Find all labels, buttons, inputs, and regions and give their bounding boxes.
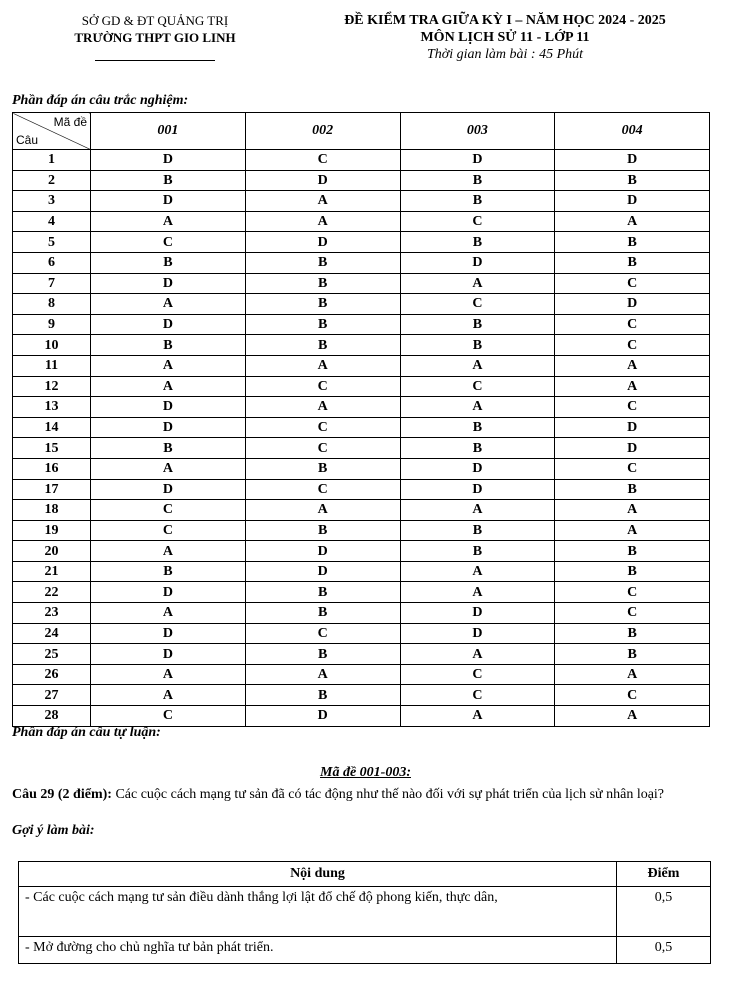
answer-cell: A <box>91 541 246 562</box>
answer-row <box>13 355 710 376</box>
answer-row <box>13 211 710 232</box>
answer-row <box>13 397 710 418</box>
answer-cell: C <box>245 150 400 171</box>
answer-cell: A <box>400 397 555 418</box>
answer-cell: A <box>400 500 555 521</box>
answer-cell: A <box>245 191 400 212</box>
essay-header-row <box>19 862 711 887</box>
answer-cell: C <box>400 211 555 232</box>
answer-cell: A <box>555 706 710 727</box>
corner-code-label: Mã đề <box>53 115 87 129</box>
answer-cell: C <box>91 520 246 541</box>
question-number-cell: 7 <box>13 273 91 294</box>
question-29-text: Các cuộc cách mạng tư sản đã có tác động như thế nào đối với sự phát triển của lịch sử nhân loại? <box>111 787 665 802</box>
answer-cell: D <box>555 191 710 212</box>
code-header: 002 <box>245 113 400 150</box>
question-number-cell: 17 <box>13 479 91 500</box>
answer-cell: A <box>400 644 555 665</box>
essay-content-cell: - Các cuộc cách mạng tư sản điều dành thắng lợi lật đổ chế độ phong kiến, thực dân, <box>19 887 617 937</box>
answer-cell: C <box>555 603 710 624</box>
corner-cell <box>13 113 91 150</box>
answer-row <box>13 500 710 521</box>
answer-cell: B <box>555 170 710 191</box>
question-number-cell: 24 <box>13 623 91 644</box>
answer-cell: D <box>555 417 710 438</box>
answer-cell: B <box>91 170 246 191</box>
hint-title: Gợi ý làm bài: <box>12 823 95 838</box>
points-header: Điểm <box>617 862 711 887</box>
question-number-cell: 2 <box>13 170 91 191</box>
answer-cell: C <box>91 706 246 727</box>
answer-cell: B <box>245 644 400 665</box>
question-number-cell: 23 <box>13 603 91 624</box>
answer-cell: D <box>91 582 246 603</box>
question-number-cell: 18 <box>13 500 91 521</box>
answer-cell: B <box>400 335 555 356</box>
question-number-cell: 5 <box>13 232 91 253</box>
answer-row <box>13 252 710 273</box>
essay-content-cell: - Mở đường cho chủ nghĩa tư bản phát triển. <box>19 937 617 964</box>
question-number-cell: 4 <box>13 211 91 232</box>
question-number-cell: 21 <box>13 561 91 582</box>
answer-row <box>13 520 710 541</box>
answer-cell: C <box>555 273 710 294</box>
answer-row <box>13 479 710 500</box>
answer-cell: B <box>400 232 555 253</box>
answer-cell: C <box>400 294 555 315</box>
mc-table-body <box>13 150 710 727</box>
answer-row <box>13 335 710 356</box>
answer-cell: C <box>555 314 710 335</box>
essay-code-heading: Mã đề 001-003: <box>320 765 411 780</box>
answer-cell: D <box>91 191 246 212</box>
answer-cell: D <box>555 150 710 171</box>
answer-cell: D <box>400 479 555 500</box>
question-number-cell: 20 <box>13 541 91 562</box>
answer-row <box>13 623 710 644</box>
question-number-cell: 12 <box>13 376 91 397</box>
answer-cell: B <box>555 252 710 273</box>
mc-section-title: Phần đáp án câu trắc nghiệm: <box>12 93 189 108</box>
question-number-cell: 6 <box>13 252 91 273</box>
answer-cell: A <box>245 355 400 376</box>
answer-cell: D <box>245 232 400 253</box>
answer-cell: A <box>91 211 246 232</box>
answer-cell: B <box>400 520 555 541</box>
answer-cell: A <box>555 500 710 521</box>
answer-cell: A <box>91 376 246 397</box>
answer-cell: B <box>400 170 555 191</box>
answer-row <box>13 664 710 685</box>
answer-cell: B <box>555 561 710 582</box>
answer-cell: D <box>91 397 246 418</box>
answer-cell: D <box>400 150 555 171</box>
answer-cell: D <box>91 417 246 438</box>
answer-cell: D <box>245 561 400 582</box>
answer-row <box>13 685 710 706</box>
answer-cell: B <box>91 561 246 582</box>
question-number-cell: 25 <box>13 644 91 665</box>
answer-cell: B <box>245 520 400 541</box>
answer-cell: A <box>91 294 246 315</box>
question-number-cell: 26 <box>13 664 91 685</box>
answer-cell: D <box>91 150 246 171</box>
answer-cell: A <box>245 500 400 521</box>
answer-cell: A <box>400 273 555 294</box>
answer-row <box>13 376 710 397</box>
essay-row <box>19 887 711 937</box>
department-name: SỞ GD & ĐT QUẢNG TRỊ <box>81 13 229 28</box>
answer-cell: D <box>91 644 246 665</box>
answer-cell: B <box>91 438 246 459</box>
answer-cell: A <box>245 397 400 418</box>
answer-cell: D <box>245 170 400 191</box>
answer-cell: B <box>555 479 710 500</box>
question-number-cell: 27 <box>13 685 91 706</box>
code-header: 003 <box>400 113 555 150</box>
answer-cell: D <box>400 252 555 273</box>
answer-cell: D <box>91 273 246 294</box>
answer-cell: C <box>400 685 555 706</box>
answer-cell: C <box>245 417 400 438</box>
answer-cell: B <box>91 252 246 273</box>
answer-row <box>13 232 710 253</box>
answer-row <box>13 314 710 335</box>
answer-cell: D <box>555 294 710 315</box>
question-number-cell: 10 <box>13 335 91 356</box>
essay-points-cell: 0,5 <box>617 887 711 937</box>
answer-cell: C <box>91 500 246 521</box>
answer-cell: B <box>245 582 400 603</box>
exam-time: Thời gian làm bài : 45 Phút <box>426 47 584 62</box>
answer-cell: C <box>91 232 246 253</box>
essay-answer-table <box>18 861 711 964</box>
question-number-cell: 15 <box>13 438 91 459</box>
answer-row <box>13 582 710 603</box>
answer-cell: C <box>555 685 710 706</box>
subject-line: MÔN LỊCH SỬ 11 - LỚP 11 <box>420 30 590 45</box>
answer-cell: B <box>245 335 400 356</box>
answer-cell: B <box>555 623 710 644</box>
answer-cell: B <box>245 603 400 624</box>
essay-section-title: Phần đáp án câu tự luận: <box>12 725 161 740</box>
answer-cell: A <box>91 664 246 685</box>
question-number-cell: 28 <box>13 706 91 727</box>
answer-cell: A <box>400 582 555 603</box>
question-number-cell: 16 <box>13 458 91 479</box>
answer-cell: A <box>245 664 400 685</box>
answer-cell: A <box>91 355 246 376</box>
answer-row <box>13 706 710 727</box>
answer-row <box>13 191 710 212</box>
code-header: 004 <box>555 113 710 150</box>
answer-cell: B <box>245 273 400 294</box>
answer-cell: A <box>91 458 246 479</box>
answer-cell: A <box>555 520 710 541</box>
corner-question-label: Câu <box>16 133 39 147</box>
essay-points-cell: 0,5 <box>617 937 711 964</box>
answer-row <box>13 417 710 438</box>
content-header: Nội dung <box>19 862 617 887</box>
question-number-cell: 3 <box>13 191 91 212</box>
answer-row <box>13 273 710 294</box>
answer-cell: B <box>245 685 400 706</box>
answer-cell: D <box>245 706 400 727</box>
essay-row <box>19 937 711 964</box>
answer-cell: D <box>555 438 710 459</box>
answer-row <box>13 603 710 624</box>
answer-row <box>13 294 710 315</box>
answer-row <box>13 644 710 665</box>
answer-cell: C <box>400 376 555 397</box>
answer-cell: C <box>555 458 710 479</box>
answer-cell: A <box>555 211 710 232</box>
question-number-cell: 13 <box>13 397 91 418</box>
answer-cell: A <box>400 355 555 376</box>
answer-cell: A <box>555 376 710 397</box>
answer-cell: D <box>91 623 246 644</box>
question-number-cell: 22 <box>13 582 91 603</box>
answer-row <box>13 458 710 479</box>
answer-cell: D <box>91 314 246 335</box>
answer-cell: A <box>400 706 555 727</box>
answer-cell: B <box>400 191 555 212</box>
answer-cell: D <box>400 603 555 624</box>
mc-answer-table <box>12 112 710 727</box>
answer-cell: D <box>91 479 246 500</box>
header-right <box>300 12 710 63</box>
question-29 <box>12 786 712 803</box>
answer-cell: A <box>91 685 246 706</box>
answer-cell: A <box>400 561 555 582</box>
answer-cell: B <box>400 438 555 459</box>
answer-cell: D <box>400 458 555 479</box>
answer-row <box>13 561 710 582</box>
answer-cell: B <box>400 541 555 562</box>
answer-cell: B <box>245 294 400 315</box>
answer-cell: B <box>245 458 400 479</box>
answer-cell: C <box>245 376 400 397</box>
answer-cell: A <box>91 603 246 624</box>
answer-cell: C <box>245 479 400 500</box>
answer-cell: B <box>400 417 555 438</box>
question-number-cell: 8 <box>13 294 91 315</box>
answer-cell: D <box>400 623 555 644</box>
answer-cell: C <box>555 335 710 356</box>
question-number-cell: 11 <box>13 355 91 376</box>
header-left <box>40 12 270 61</box>
answer-cell: C <box>245 623 400 644</box>
answer-cell: B <box>245 314 400 335</box>
answer-cell: B <box>555 541 710 562</box>
answer-row <box>13 170 710 191</box>
mc-header-row <box>13 113 710 150</box>
answer-cell: B <box>245 252 400 273</box>
header-divider <box>95 60 215 61</box>
answer-cell: C <box>555 582 710 603</box>
question-number-cell: 1 <box>13 150 91 171</box>
answer-cell: C <box>245 438 400 459</box>
answer-row <box>13 541 710 562</box>
answer-cell: B <box>400 314 555 335</box>
answer-cell: D <box>245 541 400 562</box>
answer-cell: B <box>555 644 710 665</box>
code-header: 001 <box>91 113 246 150</box>
question-number-cell: 14 <box>13 417 91 438</box>
answer-cell: B <box>555 232 710 253</box>
school-name: TRƯỜNG THPT GIO LINH <box>74 30 236 45</box>
answer-cell: A <box>555 355 710 376</box>
answer-row <box>13 438 710 459</box>
question-29-label: Câu 29 (2 điểm): <box>12 787 112 802</box>
answer-cell: C <box>400 664 555 685</box>
answer-cell: A <box>555 664 710 685</box>
exam-title: ĐỀ KIỂM TRA GIỮA KỲ I – NĂM HỌC 2024 - 2025 <box>344 13 666 28</box>
question-number-cell: 19 <box>13 520 91 541</box>
question-number-cell: 9 <box>13 314 91 335</box>
answer-cell: A <box>245 211 400 232</box>
answer-row <box>13 150 710 171</box>
answer-cell: B <box>91 335 246 356</box>
answer-cell: C <box>555 397 710 418</box>
